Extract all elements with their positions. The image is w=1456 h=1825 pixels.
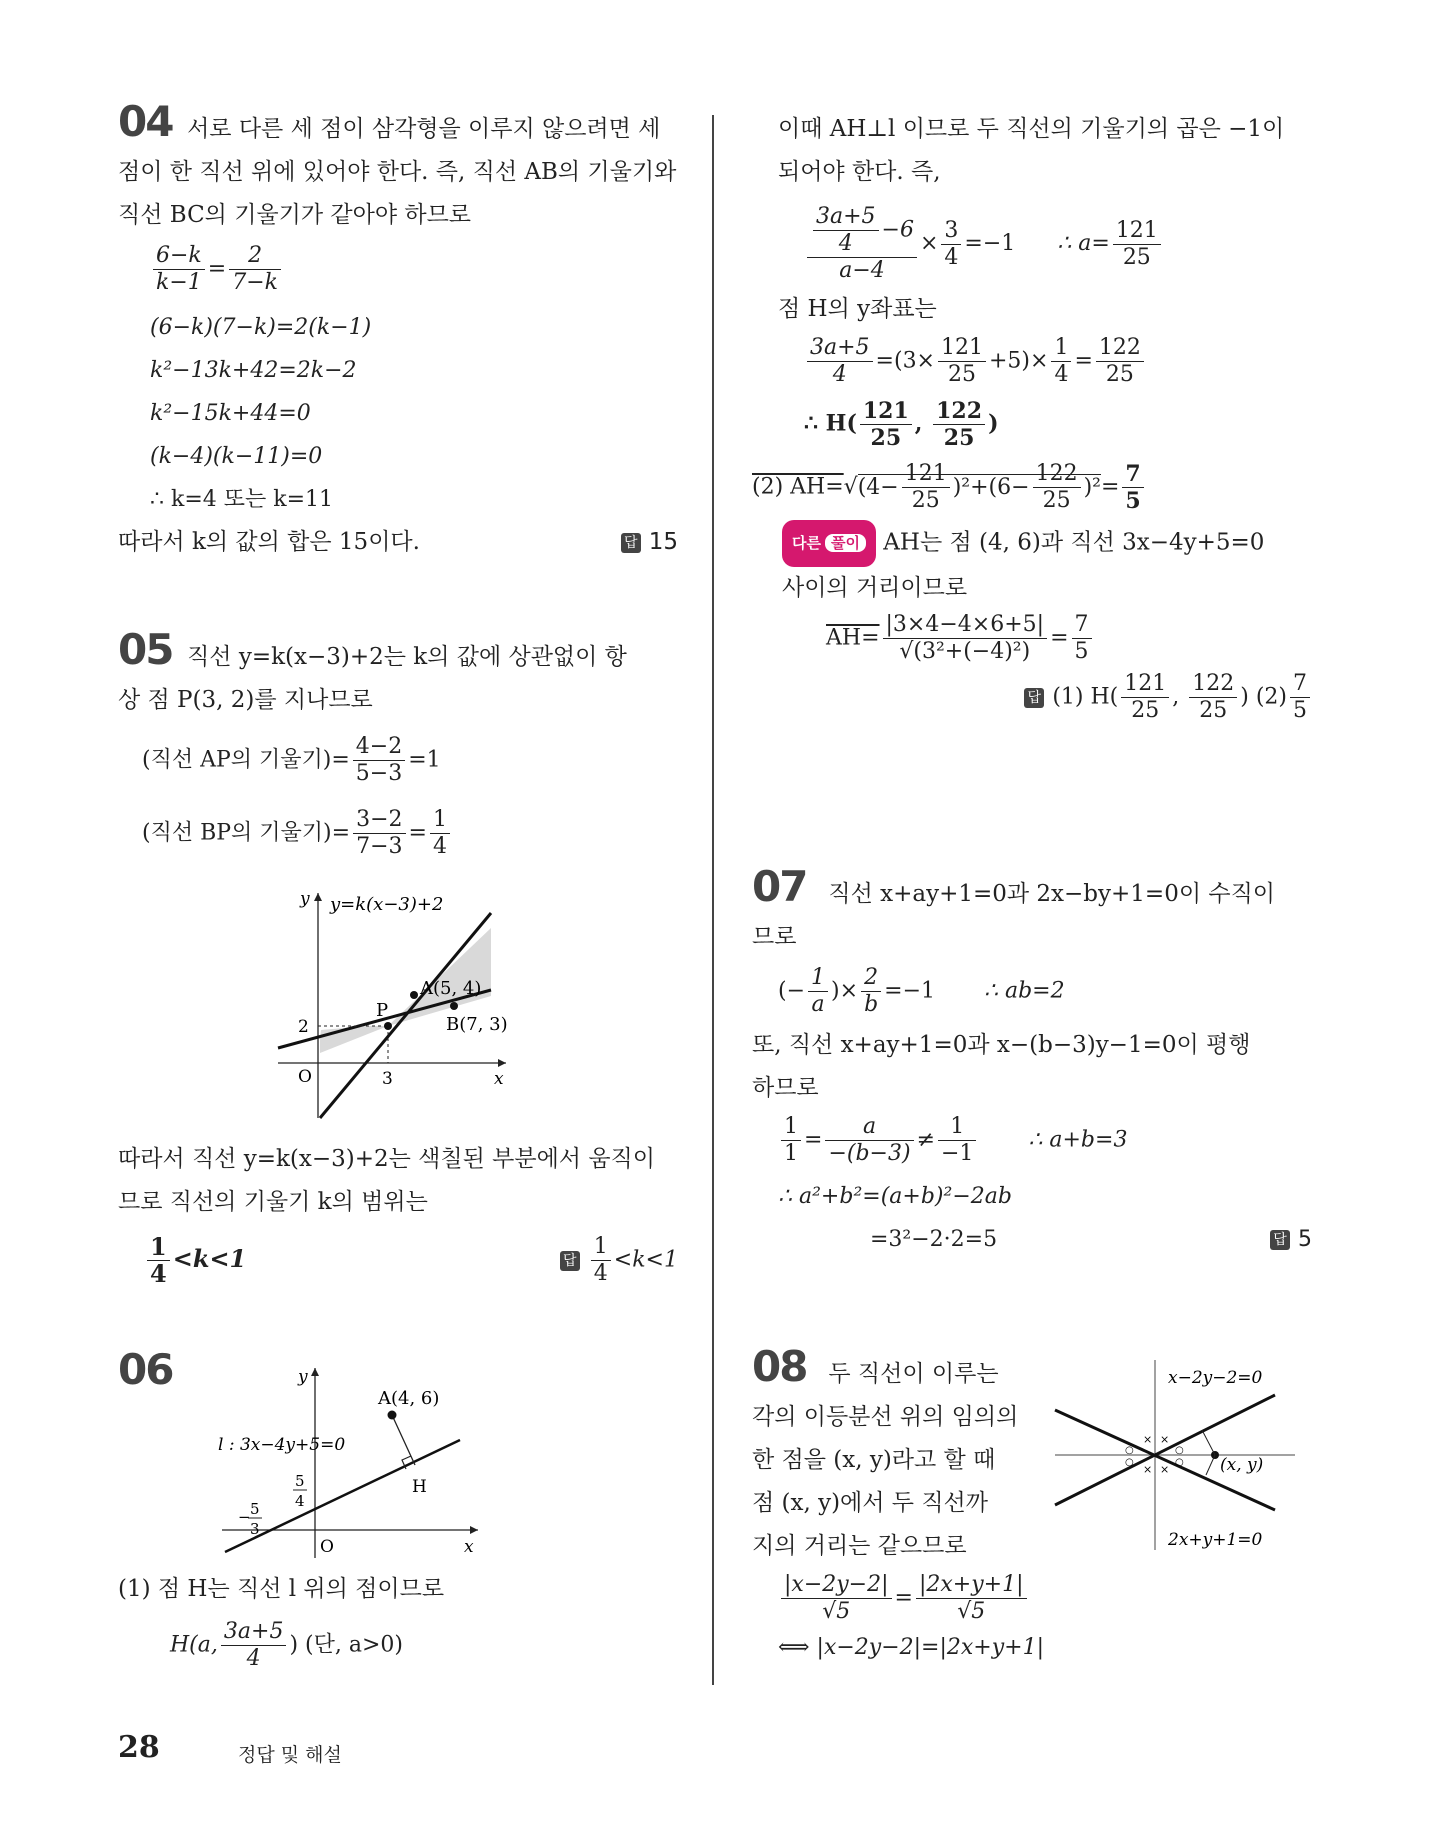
x-axis-arrow <box>470 1526 478 1534</box>
graph-05 <box>268 888 508 1128</box>
denominator: 25 <box>1131 698 1160 723</box>
denominator: 4 <box>593 1261 608 1286</box>
distance-segment-2 <box>1206 1455 1215 1475</box>
denominator: 25 <box>1105 362 1134 387</box>
point-p <box>384 1022 392 1030</box>
x-axis-label: x <box>494 1069 504 1089</box>
denominator: 25 <box>948 362 976 387</box>
conclusion-text: 따라서 k의 값의 합은 15이다. <box>118 529 420 555</box>
answer: 답 (1) H( $\frac{121}{25}$ , $\frac{122}{25}$ ) (2) $\frac{7}{5}$ <box>778 671 1313 724</box>
result: =1 <box>408 747 441 773</box>
angle-mark: × <box>1143 1433 1153 1446</box>
text-line: 서로 다른 세 점이 삼각형을 이루지 않으려면 세 <box>187 116 661 142</box>
numerator: 1 <box>430 807 450 834</box>
equals: = <box>894 1585 913 1611</box>
distance-label: (2) AH= <box>752 474 844 500</box>
not-equal: ≠ <box>916 1127 935 1153</box>
answer-mark: 답 <box>621 533 641 553</box>
problem-08 <box>752 1342 1022 1568</box>
problem-number: 04 <box>118 97 173 146</box>
expression: )²+(6− <box>952 474 1030 500</box>
problem-number: 07 <box>752 862 807 911</box>
expression: +5)× <box>989 348 1049 374</box>
close-paren: ) <box>988 410 999 437</box>
denominator: −1 <box>941 1141 974 1166</box>
denominator: √5 <box>957 1599 986 1624</box>
result: =−1 <box>964 231 1016 256</box>
equation: $\frac{6-k}{k-1}$ = $\frac{2}{7-k}$ <box>150 243 678 296</box>
text-line: 직선 y=k(x−3)+2는 k의 값에 상관없이 항 <box>187 644 627 670</box>
badge-text: 풀이 <box>825 534 866 552</box>
therefore: ∴ H( <box>804 410 857 437</box>
text-line: 점 H의 y좌표는 <box>778 296 937 322</box>
footer-label: 정답 및 해설 <box>238 1744 342 1766</box>
perpendicular-segment <box>392 1415 415 1465</box>
x-intercept-denominator: 3 <box>250 1520 260 1538</box>
equation <box>142 734 678 787</box>
equation: (직선 BP의 기울기)= $\frac{3-2}{7-3}$ = $\frac{1}{4}$ <box>142 807 678 860</box>
numerator: 1 <box>808 965 828 992</box>
equation <box>778 1114 1312 1167</box>
point-h-suffix: ) (단, a>0) <box>289 1632 403 1658</box>
numerator: |x−2y−2| <box>781 1572 892 1599</box>
answer <box>621 521 678 564</box>
expression: )× <box>831 978 859 1004</box>
equation <box>778 965 1312 1018</box>
problem-05-conclusion <box>118 1138 678 1287</box>
point-b <box>450 1002 458 1010</box>
equals: = <box>1100 474 1120 500</box>
conclusion <box>118 521 678 564</box>
text-line: 따라서 직선 y=k(x−3)+2는 색칠된 부분에서 움직이 <box>118 1146 655 1172</box>
numerator: 1 <box>1051 335 1071 362</box>
numerator: 2 <box>861 965 881 992</box>
denominator: a <box>811 992 825 1017</box>
distance-label: AH= <box>826 625 880 651</box>
problem-number: 08 <box>752 1342 807 1391</box>
origin-label: O <box>320 1537 334 1557</box>
distance-segment-1 <box>1202 1430 1215 1455</box>
numerator: 121 <box>902 461 950 488</box>
expression: (− <box>778 978 806 1004</box>
equation: ∴ k=4 또는 k=11 <box>150 487 334 512</box>
numerator: |3×4−4×6+5| <box>883 612 1048 639</box>
text-line: 이때 AH⊥l 이므로 두 직선의 기울기의 곱은 −1이 <box>778 116 1285 142</box>
expression: )² <box>1083 474 1101 500</box>
angle-mark: × <box>1160 1433 1170 1446</box>
text-line: 하므로 <box>752 1075 819 1101</box>
line-2-label: 2x+y+1=0 <box>1168 1530 1263 1550</box>
graph-08 <box>1050 1355 1310 1555</box>
angle-mark: × <box>1160 1463 1170 1476</box>
x-intercept-sign: − <box>238 1508 251 1526</box>
text-line: 또, 직선 x+ay+1=0과 x−(b−3)y−1=0이 평행 <box>752 1032 1251 1058</box>
text-line: 직선 BC의 기울기가 같아야 하므로 <box>118 202 472 228</box>
origin-label: O <box>298 1067 312 1087</box>
line-2 <box>1055 1395 1275 1505</box>
text-line: 상 점 P(3, 2)를 지나므로 <box>118 687 373 713</box>
denominator: 4 <box>432 834 447 859</box>
x-axis-arrow <box>498 1059 506 1067</box>
numerator: 122 <box>1189 671 1237 698</box>
numerator: 1 <box>781 1114 801 1141</box>
y-axis-label: y <box>300 889 310 909</box>
page-number: 28 <box>118 1730 160 1765</box>
answer-mark: 답 <box>560 1251 580 1271</box>
text-line: 므로 <box>752 924 797 950</box>
problem-06-continued <box>752 108 1313 724</box>
denominator: 25 <box>1122 244 1151 270</box>
numerator: 3 <box>941 218 961 245</box>
point-h-label: H <box>412 1477 427 1497</box>
point-a-label: A(4, 6) <box>378 1388 440 1409</box>
therefore: ∴ a+b=3 <box>1028 1127 1128 1153</box>
point-a-label: A(5, 4) <box>420 978 482 999</box>
result: =−1 <box>884 978 936 1004</box>
point-b-label: B(7, 3) <box>446 1014 508 1035</box>
subtract: −6 <box>881 217 914 243</box>
problem-08-equations <box>778 1572 1308 1663</box>
equation <box>804 335 1313 388</box>
answer-value: <k<1 <box>613 1247 678 1273</box>
graph-06 <box>210 1360 480 1560</box>
equation: ⟺ |x−2y−2|=|2x+y+1| <box>778 1635 1045 1660</box>
x-intercept-numerator: 5 <box>250 1500 260 1518</box>
equation: k²−13k+42=2k−2 <box>150 358 357 383</box>
numerator: 3a+5 <box>813 204 879 231</box>
equation <box>170 1619 678 1672</box>
numerator: 6−k <box>153 243 205 270</box>
point-h-prefix: H(a, <box>170 1632 218 1658</box>
alt-solution-badge <box>782 520 876 567</box>
numerator: 3a+5 <box>221 1619 287 1646</box>
numerator: 121 <box>1113 218 1161 245</box>
angle-mark: ○ <box>1175 1457 1184 1468</box>
distance-equation: (2) AH=√(4− $\frac{121}{25}$ )²+(6− $\frac{122}{25}$ )²= $\frac{7}{5}$ <box>752 461 1313 514</box>
text-line: 각의 이등분선 위의 임의의 <box>752 1404 1019 1430</box>
therefore: ∴ a= <box>1057 231 1110 256</box>
numerator: 122 <box>1033 461 1081 488</box>
problem-number: 06 <box>118 1345 173 1394</box>
result: <k<1 <box>172 1244 247 1273</box>
point-a <box>388 1411 397 1420</box>
y-axis-arrow <box>311 1368 319 1376</box>
result-equation <box>144 1234 678 1287</box>
equals: = <box>1074 348 1093 374</box>
y-intercept-numerator: 5 <box>295 1472 305 1490</box>
line-equation-label: y=k(x−3)+2 <box>330 894 444 915</box>
answer-value: 5 <box>1298 1227 1312 1252</box>
denominator: 4 <box>1054 362 1069 387</box>
denominator: 25 <box>870 425 902 451</box>
denominator: 25 <box>943 425 975 451</box>
equation: (k−4)(k−11)=0 <box>150 444 323 469</box>
y-axis-label: y <box>298 1367 308 1387</box>
point-a <box>410 991 418 999</box>
complex-fraction-equation: $\frac{3a+5}{4}$ −6 a−4 × $\frac{3}{4}$ =−1 ∴ a= $\frac{121}{25}$ <box>804 204 1313 284</box>
text-line: 지의 거리는 같으므로 <box>752 1533 967 1559</box>
expression: (4− <box>857 474 899 500</box>
denominator: −(b−3) <box>828 1141 911 1166</box>
answer <box>560 1234 678 1287</box>
numerator: 1 <box>147 1234 170 1261</box>
equation: =3²−2·2=5 <box>870 1227 998 1252</box>
equation: k²−15k+44=0 <box>150 401 311 426</box>
denominator: 5−3 <box>355 761 403 786</box>
numerator: 4−2 <box>353 734 405 761</box>
numerator: |2x+y+1| <box>916 1572 1027 1599</box>
equals: = <box>1050 625 1069 651</box>
denominator: 4 <box>838 231 853 256</box>
point-label: (x, y) <box>1220 1455 1264 1475</box>
problem-05 <box>118 625 678 860</box>
text-line: AH는 점 (4, 6)과 직선 3x−4y+5=0 <box>883 529 1265 556</box>
denominator: 5 <box>1293 698 1307 723</box>
text-line: 한 점을 (x, y)라고 할 때 <box>752 1447 996 1473</box>
denominator: 1 <box>784 1141 798 1166</box>
numerator: 122 <box>1096 335 1144 362</box>
denominator: 4 <box>246 1646 261 1671</box>
denominator: 4 <box>832 362 847 387</box>
y-axis-arrow <box>314 893 322 901</box>
denominator: 7−k <box>232 270 278 295</box>
answer <box>1270 1218 1312 1261</box>
equals: = <box>804 1127 823 1153</box>
line-1-label: x−2y−2=0 <box>1168 1368 1263 1388</box>
denominator: 25 <box>1199 698 1228 723</box>
point-h-result: ∴ H( $\frac{121}{25}$ , $\frac{122}{25}$ ) <box>804 398 999 451</box>
angle-mark: × <box>1143 1463 1153 1476</box>
alternative-solution <box>782 520 1313 567</box>
equation <box>778 1572 1308 1625</box>
problem-06-solution <box>118 1568 678 1672</box>
y-intercept-denominator: 4 <box>295 1492 305 1510</box>
angle-mark: ○ <box>1125 1445 1134 1456</box>
numerator: 3−2 <box>353 807 405 834</box>
denominator: 25 <box>911 488 940 513</box>
problem-06-number <box>118 1345 172 1394</box>
text-line: 되어야 한다. 즉, <box>778 159 941 185</box>
numerator: 121 <box>860 398 912 425</box>
problem-04 <box>118 97 678 564</box>
denominator: 7−3 <box>356 834 403 859</box>
denominator: b <box>864 992 879 1017</box>
x-tick-label: 3 <box>382 1069 393 1089</box>
denominator: k−1 <box>156 270 202 295</box>
denominator: 4 <box>150 1259 167 1288</box>
x-axis-label: x <box>464 1537 474 1557</box>
text-line: 점이 한 직선 위에 있어야 한다. 즉, 직선 AB의 기울기와 <box>118 159 677 185</box>
numerator: 7 <box>1072 612 1092 639</box>
distance-formula <box>826 612 1313 665</box>
y-tick-label: 2 <box>298 1017 309 1037</box>
equation: (6−k)(7−k)=2(k−1) <box>150 315 372 340</box>
equation: ∴ a²+b²=(a+b)²−2ab <box>778 1184 1012 1209</box>
answer-text: ) (2) <box>1240 684 1287 710</box>
badge-text: 다른 <box>792 534 821 552</box>
denominator: 25 <box>1042 488 1071 513</box>
numerator: 1 <box>591 1234 611 1261</box>
equation-row <box>870 1218 1312 1261</box>
column-divider <box>712 115 714 1685</box>
answer-mark: 답 <box>1024 688 1044 708</box>
numerator: 3a+5 <box>807 335 873 362</box>
denominator: √5 <box>822 1599 851 1624</box>
therefore: ∴ ab=2 <box>983 978 1065 1004</box>
numerator: 1 <box>938 1114 976 1141</box>
answer-value: 15 <box>648 529 678 555</box>
numerator: 121 <box>938 335 986 362</box>
numerator: 121 <box>1121 671 1169 698</box>
text-line: 사이의 거리이므로 <box>782 575 968 601</box>
denominator: 4 <box>944 244 959 270</box>
answer-text: (1) H( <box>1052 684 1119 710</box>
denominator: √(3²+(−4)²) <box>899 639 1031 664</box>
expression: =(3× <box>875 348 935 374</box>
denominator: a−4 <box>839 258 885 283</box>
angle-mark: ○ <box>1175 1445 1184 1456</box>
denominator: 5 <box>1125 488 1141 514</box>
numerator: 2 <box>229 243 281 270</box>
answer-mark: 답 <box>1270 1230 1290 1250</box>
numerator: 122 <box>933 398 985 425</box>
angle-mark: ○ <box>1125 1457 1134 1468</box>
label: (직선 AP의 기울기)= <box>142 747 350 773</box>
problem-number: 05 <box>118 625 173 674</box>
numerator: 7 <box>1122 461 1143 488</box>
point-p-label: P <box>376 1000 389 1021</box>
label: (직선 BP의 기울기)= <box>142 820 351 846</box>
text-line: 점 (x, y)에서 두 직선까 <box>752 1490 988 1516</box>
problem-07 <box>752 862 1312 1261</box>
text-line: (1) 점 H는 직선 l 위의 점이므로 <box>118 1576 445 1602</box>
text-line: 직선 x+ay+1=0과 2x−by+1=0이 수직이 <box>828 881 1276 907</box>
line-equation-label: l : 3x−4y+5=0 <box>218 1435 346 1455</box>
numerator: 7 <box>1290 671 1310 698</box>
text-line: 므로 직선의 기울기 k의 범위는 <box>118 1189 428 1215</box>
numerator: a <box>825 1114 913 1141</box>
denominator: 5 <box>1074 639 1089 664</box>
text-line: 두 직선이 이루는 <box>828 1361 999 1387</box>
